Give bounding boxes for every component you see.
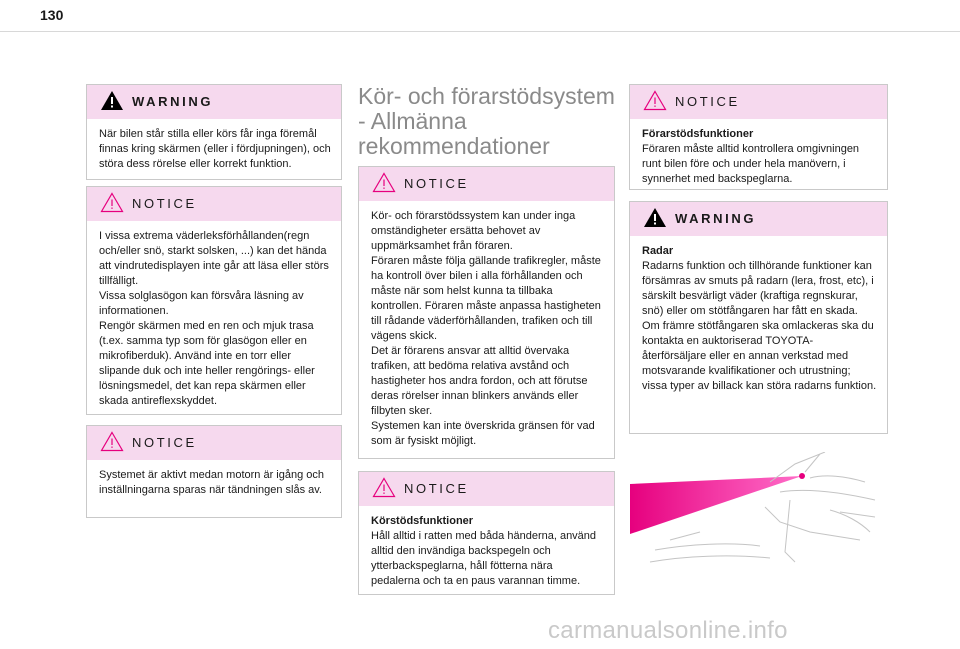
notice-triangle-icon — [372, 477, 396, 498]
notice-body — [87, 221, 341, 409]
notice-label: Förarstödsfunktioner — [642, 128, 754, 140]
notice-label: Körstödsfunktioner — [371, 515, 474, 527]
warning-text: När bilen står stilla eller körs får inga föremål finnas kring skärmen (eller i fördjupningen), och störa dess rörelse eller korrekt funktion. — [99, 128, 331, 170]
warning-label: Radar — [642, 245, 674, 257]
notice-line-3: Det är förarens ansvar att alltid övervaka trafiken, att bedöma relativa avstånd och hastigheter hos andra fordon, och att förutse deras rörelser innan blinkers används eller filbyten sker. — [371, 345, 588, 417]
notice-header — [87, 187, 341, 221]
warning-box-display — [86, 84, 342, 180]
notice-box-driving-functions — [358, 471, 615, 595]
top-rule — [0, 31, 960, 32]
notice-box-driving-aid — [358, 166, 615, 459]
notice-title: NOTICE — [404, 176, 469, 191]
warning-line-1: Radarns funktion och tillhörande funktioner kan försämras av smuts på radarn (lera, frost, etc), i särskilt besvärligt väder (kraftiga regnskurar, snö) eller om stötfångaren har fått en skada. — [642, 260, 874, 317]
notice-line-1: Kör- och förarstödssystem kan under inga omständigheter ersätta behovet av uppmärksamhet från föraren. — [371, 210, 576, 252]
warning-body — [87, 119, 341, 172]
notice-line-4: Systemen kan inte överskrida gränsen för vad som är fysiskt möjligt. — [371, 420, 595, 447]
warning-line-2: Om främre stötfångaren ska omlackeras ska du kontakta en auktoriserad TOYOTA-återförsäljare eller en annan verkstad med motsvarande kvalifikationer och utrustning; vissa typer av billack kan störa radarns funktion. — [642, 320, 877, 392]
notice-body — [359, 201, 614, 449]
warning-title: WARNING — [675, 211, 757, 226]
section-title-line-1: Kör- och förarstödsystem — [358, 83, 615, 109]
notice-body — [87, 460, 341, 498]
car-sensor-illustration — [630, 452, 885, 572]
page-number: 130 — [40, 7, 64, 23]
notice-line-3: Rengör skärmen med en ren och mjuk trasa (t.ex. samma typ som för glasögon eller en mikrofiberduk). Använd inte en torr eller slipande duk och inte heller rengörings- eller lösningsmedel, det kan repa skärmen eller skada antireflexskyddet. — [99, 320, 315, 407]
sensor-dot-shape — [799, 473, 805, 479]
notice-text: Föraren måste alltid kontrollera omgivningen runt bilen före och under hela manövern, i synnerhet med backspeglarna. — [642, 143, 860, 185]
notice-body — [359, 506, 614, 589]
notice-header — [359, 167, 614, 201]
notice-header — [87, 426, 341, 460]
notice-box-weather — [86, 186, 342, 415]
notice-box-system — [86, 425, 342, 518]
notice-line-1: I vissa extrema väderleksförhållanden(regn och/eller snö, starkt solsken, ...) kan det hända att vindrutedisplayen inte går att läsa eller störs tillfälligt. — [99, 230, 329, 287]
warning-header — [87, 85, 341, 119]
notice-triangle-icon — [643, 90, 667, 111]
section-title-line-3: rekommendationer — [358, 133, 550, 159]
notice-header — [630, 85, 887, 119]
section-title-line-2: - Allmänna — [358, 108, 467, 134]
warning-box-radar — [629, 201, 888, 434]
sensor-beam-shape — [630, 476, 802, 534]
watermark: carmanualsonline.info — [548, 617, 788, 644]
warning-header — [630, 202, 887, 236]
notice-text: Systemet är aktivt medan motorn är igång och inställningarna sparas när tändningen slås av. — [99, 469, 324, 496]
warning-title: WARNING — [132, 94, 214, 109]
notice-triangle-icon — [372, 172, 396, 193]
notice-title: NOTICE — [132, 435, 197, 450]
warning-body — [630, 236, 887, 394]
notice-line-2: Vissa solglasögon kan försvåra läsning av informationen. — [99, 290, 304, 317]
notice-line-2: Föraren måste följa gällande trafikregler, måste ha kontroll över bilen i alla förhållanden och måste när som helst kunna ta tillbaka kontrollen. Föraren måste anpassa hastigheten till rådande väderförhållanden, trafiken och till vägens skick. — [371, 255, 601, 342]
notice-triangle-icon — [100, 192, 124, 213]
notice-text: Håll alltid i ratten med båda händerna, använd alltid den invändiga backspegeln och ytterbackspeglarna, håll fötterna nära pedalerna och ta en paus varannan timme. — [371, 530, 597, 587]
notice-title: NOTICE — [675, 94, 740, 109]
section-title — [358, 84, 618, 159]
warning-triangle-icon — [643, 207, 667, 228]
notice-title: NOTICE — [132, 196, 197, 211]
notice-box-assist-functions — [629, 84, 888, 190]
warning-triangle-icon — [100, 90, 124, 111]
notice-header — [359, 472, 614, 506]
notice-body — [630, 119, 887, 187]
notice-title: NOTICE — [404, 481, 469, 496]
notice-triangle-icon — [100, 431, 124, 452]
